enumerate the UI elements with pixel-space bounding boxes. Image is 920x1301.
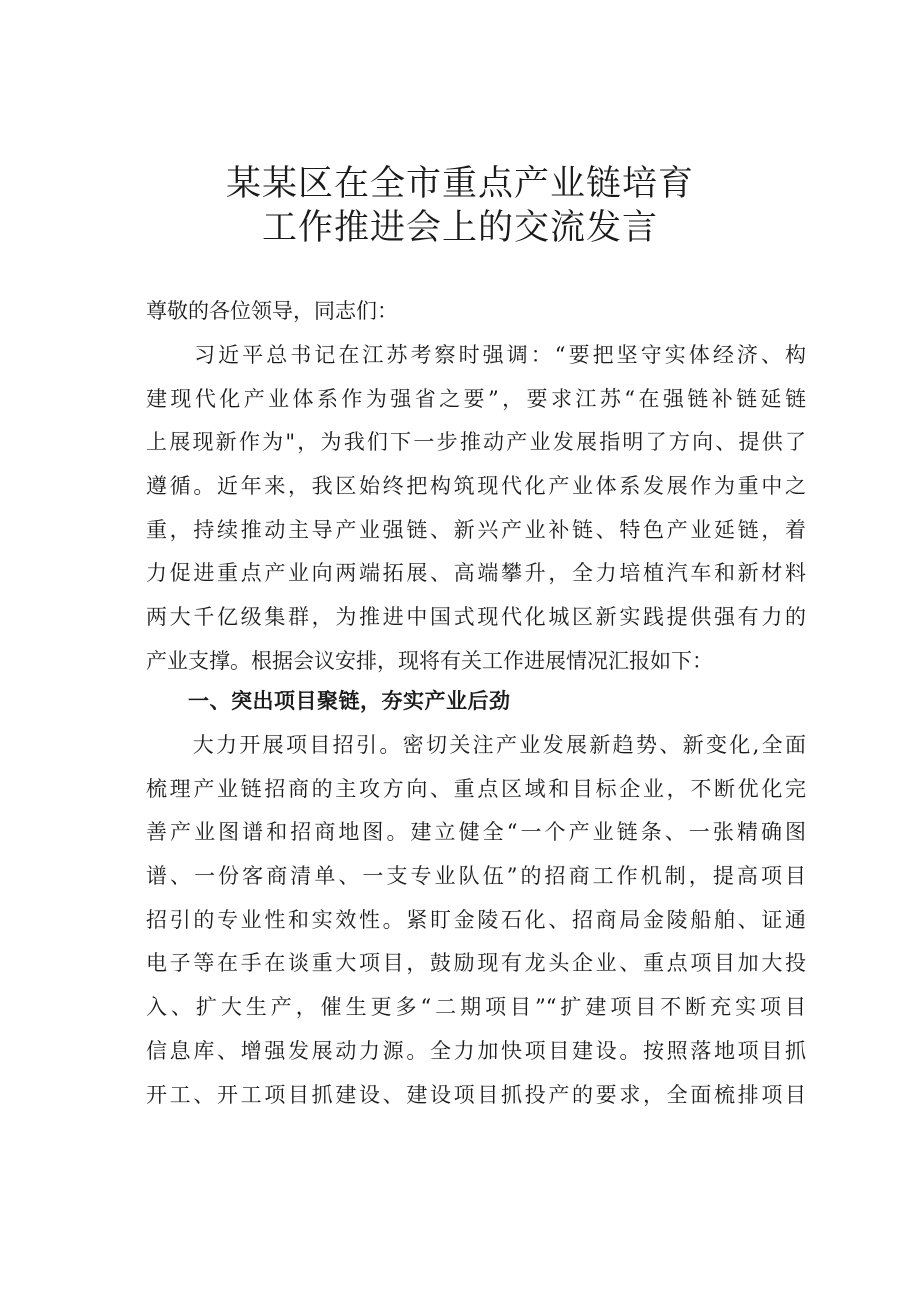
- document-title-line-1: 某某区在全市重点产业链培育: [225, 164, 694, 204]
- paragraph-line: 习近平总书记在江苏考察时强调：“要把坚守实体经济、构: [146, 343, 806, 367]
- paragraph-2: [146, 724, 806, 1117]
- paragraph-line: 产业支撑。根据会议安排，现将有关工作进展情况汇报如下：: [146, 648, 713, 673]
- paragraph-line: 开工、开工项目抓建设、建设项目抓投产的要求，全面梳排项目: [146, 1082, 806, 1107]
- salutation: 尊敬的各位领导，同志们：: [146, 299, 398, 323]
- paragraph-line: 电子等在手在谈重大项目，鼓励现有龙头企业、重点项目加大投: [146, 951, 806, 976]
- document-title-line-2: 工作推进会上的交流发言: [261, 208, 658, 248]
- paragraph-line: 招引的专业性和实效性。紧盯金陵石化、招商局金陵船舶、证通: [146, 907, 806, 932]
- paragraph-line: 信息库、增强发展动力源。全力加快项目建设。按照落地项目抓: [146, 1038, 806, 1063]
- paragraph-line: 善产业图谱和招商地图。建立健全“一个产业链条、一张精确图: [146, 820, 806, 845]
- paragraph-line: 遵循。近年来，我区始终把构筑现代化产业体系发展作为重中之: [146, 474, 806, 499]
- paragraph-line: 重，持续推动主导产业强链、新兴产业补链、特色产业延链，着: [146, 517, 806, 542]
- paragraph-line: 入、扩大生产，催生更多“二期项目”“扩建项目不断充实项目: [146, 995, 806, 1020]
- paragraph-line: 两大千亿级集群，为推进中国式现代化城区新实践提供强有力的: [146, 605, 806, 630]
- section-heading-1: 一、突出项目聚链，夯实产业后劲: [188, 689, 511, 713]
- paragraph-line: 梳理产业链招商的主攻方向、重点区域和目标企业，不断优化完: [146, 776, 806, 801]
- paragraph-line: 建现代化产业体系作为强省之要”，要求江苏“在强链补链延链: [146, 386, 806, 411]
- paragraph-1: [146, 334, 806, 684]
- paragraph-line: 大力开展项目招引。密切关注产业发展新趋势、新变化,全面: [146, 733, 806, 757]
- paragraph-line: 上展现新作为"，为我们下一步推动产业发展指明了方向、提供了: [146, 430, 806, 455]
- paragraph-line: 力促进重点产业向两端拓展、高端攀升，全力培植汽车和新材料: [146, 561, 806, 586]
- paragraph-line: 谱、一份客商清单、一支专业队伍”的招商工作机制，提高项目: [146, 864, 806, 889]
